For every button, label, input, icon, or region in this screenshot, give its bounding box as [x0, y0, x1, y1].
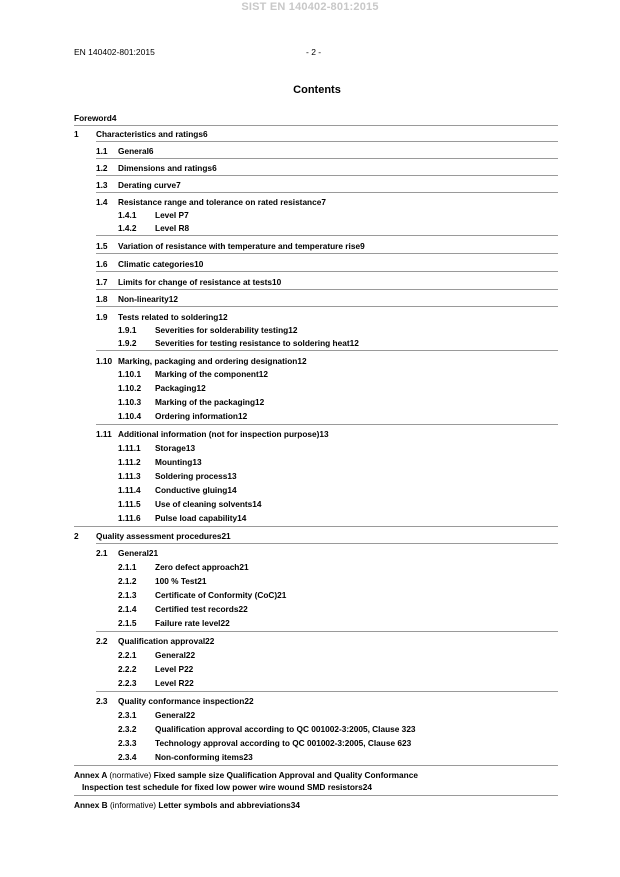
toc-label: Certificate of Conformity (CoC) — [155, 590, 278, 600]
toc-label: Marking of the packaging — [155, 397, 256, 407]
toc-label: Quality assessment procedures — [96, 531, 222, 541]
toc-label: Zero defect approach — [155, 562, 240, 572]
toc-page: 13 — [319, 429, 329, 439]
toc-label: Marking, packaging and ordering designation — [118, 356, 298, 366]
toc-label: Non-linearity — [118, 294, 169, 304]
toc-number: 1.4.1 — [118, 210, 137, 220]
toc-label: General — [118, 146, 149, 156]
toc-page: 12 — [297, 356, 307, 366]
toc-page: 22 — [238, 604, 248, 614]
toc-label: Failure rate level — [155, 618, 221, 628]
toc-number: 1.11 — [96, 429, 112, 439]
divider — [74, 125, 558, 126]
toc-label: General — [118, 548, 149, 558]
toc-label: Resistance range and tolerance on rated resistance — [118, 197, 322, 207]
toc-page: 12 — [258, 369, 268, 379]
toc-page: 23 — [402, 738, 412, 748]
toc-number: 2.1.2 — [118, 576, 137, 586]
toc-label: Technology approval according to QC 001002-3:2005, Clause 6 — [155, 738, 402, 748]
page-number: - 2 - — [306, 47, 322, 57]
toc-label: Level P — [155, 664, 185, 674]
divider — [96, 306, 558, 307]
toc-label: Non-conforming items — [155, 752, 244, 762]
toc-page: 22 — [220, 618, 230, 628]
toc-number: 1.9.1 — [118, 325, 137, 335]
toc-label: Letter symbols and abbreviations — [158, 800, 291, 810]
toc-page: 21 — [197, 576, 207, 586]
toc-label: Foreword — [74, 113, 112, 123]
toc-page: 12 — [196, 383, 206, 393]
toc-page: 12 — [218, 312, 228, 322]
toc-number: 1.10 — [96, 356, 113, 366]
toc-label: Variation of resistance with temperature and temperature rise — [118, 241, 361, 251]
toc-number: 1.10.3 — [118, 397, 142, 407]
toc-label: Additional information (not for inspection purpose) — [118, 429, 320, 439]
toc-page: 12 — [349, 338, 359, 348]
toc-page: 24 — [362, 782, 372, 792]
toc-page: 12 — [168, 294, 178, 304]
annex-kind: (normative) — [109, 770, 152, 780]
toc-page: 22 — [184, 664, 194, 674]
toc-label: Derating curve — [118, 180, 177, 190]
toc-entry-annex-a[interactable] — [74, 769, 418, 781]
toc-label: Level R — [155, 678, 185, 688]
toc-label: 100 % Test — [155, 576, 198, 586]
toc-page: 21 — [221, 531, 231, 541]
toc-label: General — [155, 650, 186, 660]
divider — [96, 631, 558, 632]
toc-number: 2.3.4 — [118, 752, 137, 762]
divider — [96, 158, 558, 159]
toc-label: Level P — [155, 210, 185, 220]
divider — [96, 141, 558, 142]
toc-label: Dimensions and ratings — [118, 163, 213, 173]
toc-page: 22 — [244, 696, 254, 706]
divider — [96, 175, 558, 176]
toc-label: Soldering process — [155, 471, 228, 481]
toc-number: 1.9 — [96, 312, 108, 322]
toc-label: Ordering information — [155, 411, 238, 421]
toc-page: 14 — [227, 485, 237, 495]
toc-number: 1.2 — [96, 163, 108, 173]
toc-label: Fixed sample size Qualification Approval and Quality Conformance — [153, 770, 418, 780]
toc-page: 23 — [243, 752, 253, 762]
document-id: EN 140402-801:2015 — [74, 47, 155, 57]
toc-number: 1.6 — [96, 259, 108, 269]
toc-label: Pulse load capability — [155, 513, 238, 523]
toc-page: 21 — [239, 562, 249, 572]
toc-label: Quality conformance inspection — [118, 696, 245, 706]
toc-number: 2.3 — [96, 696, 108, 706]
toc-number: 1.10.1 — [118, 369, 142, 379]
toc-number: 2.1 — [96, 548, 108, 558]
toc-number: 1.4.2 — [118, 223, 137, 233]
toc-page: 22 — [205, 636, 215, 646]
toc-number: 1.9.2 — [118, 338, 137, 348]
toc-number: 2.3.2 — [118, 724, 137, 734]
toc-page: 21 — [148, 548, 159, 558]
toc-number: 2.3.1 — [118, 710, 137, 720]
toc-label: Tests related to soldering — [118, 312, 219, 322]
toc-number: 1.4 — [96, 197, 108, 207]
toc-page: 22 — [184, 678, 194, 688]
divider — [96, 543, 558, 544]
toc-number: 1.5 — [96, 241, 108, 251]
toc-label: Use of cleaning solvents — [155, 499, 253, 509]
toc-number: 1.11.4 — [118, 485, 141, 495]
toc-page: 34 — [290, 800, 300, 810]
annex-prefix: Annex A — [74, 770, 108, 780]
toc-label: General — [155, 710, 186, 720]
contents-title: Contents — [293, 84, 341, 96]
toc-page: 22 — [185, 650, 196, 660]
toc-number: 1.8 — [96, 294, 108, 304]
toc-page: 6 — [212, 163, 217, 173]
divider — [74, 765, 558, 766]
toc-number: 1 — [74, 129, 79, 139]
divider — [96, 691, 558, 692]
toc-number: 2 — [74, 531, 79, 541]
toc-label: Inspection test schedule for fixed low power wire wound SMD resistors — [82, 782, 363, 792]
toc-number: 1.10.2 — [118, 383, 142, 393]
toc-number: 2.1.3 — [118, 590, 137, 600]
annex-kind: (informative) — [109, 800, 157, 810]
divider — [96, 192, 558, 193]
toc-label: Level R — [155, 223, 185, 233]
divider — [96, 289, 558, 290]
toc-label: Limits for change of resistance at tests — [118, 277, 272, 287]
toc-label: Conductive gluing — [155, 485, 228, 495]
toc-page: 21 — [277, 590, 287, 600]
toc-page: 4 — [111, 113, 117, 123]
divider — [96, 253, 558, 254]
toc-number: 1.11.5 — [118, 499, 141, 509]
divider — [96, 271, 558, 272]
toc-page: 22 — [185, 710, 196, 720]
toc-label: Qualification approval — [118, 636, 206, 646]
divider — [96, 424, 558, 425]
toc-page: 6 — [202, 129, 208, 139]
toc-label: Packaging — [155, 383, 197, 393]
toc-page: 10 — [194, 259, 204, 269]
divider — [96, 350, 558, 351]
toc-label: Marking of the component — [155, 369, 259, 379]
toc-number: 2.3.3 — [118, 738, 137, 748]
toc-page: 7 — [184, 210, 189, 220]
toc-number: 1.11.1 — [118, 443, 141, 453]
toc-page: 14 — [237, 513, 247, 523]
watermark: SIST EN 140402-801:2015 — [241, 1, 379, 13]
toc-label: Climatic categories — [118, 259, 195, 269]
toc-label: Severities for solderability testing — [155, 325, 289, 335]
toc-number: 1.11.2 — [118, 457, 141, 467]
toc-page: 12 — [255, 397, 265, 407]
toc-page: 8 — [184, 223, 190, 233]
toc-page: 13 — [227, 471, 237, 481]
toc-page: 6 — [148, 146, 154, 156]
toc-label: Storage — [155, 443, 186, 453]
toc-number: 1.11.3 — [118, 471, 141, 481]
toc-page: 13 — [185, 443, 196, 453]
toc-label: Characteristics and ratings — [96, 129, 203, 139]
toc-page: 7 — [321, 197, 326, 207]
toc-label: Qualification approval according to QC 001002-3:2005, Clause 3 — [155, 724, 407, 734]
toc-number: 1.7 — [96, 277, 108, 287]
toc-page: 23 — [406, 724, 416, 734]
divider — [74, 795, 558, 796]
toc-label: Certified test records — [155, 604, 239, 614]
toc-label: Mounting — [155, 457, 193, 467]
toc-number: 2.2.2 — [118, 664, 137, 674]
divider — [74, 526, 558, 527]
toc-number: 2.1.4 — [118, 604, 137, 614]
toc-number: 1.11.6 — [118, 513, 141, 523]
toc-page: 12 — [237, 411, 248, 421]
toc-number: 2.1.1 — [118, 562, 137, 572]
toc-page: 13 — [192, 457, 202, 467]
toc-number: 1.1 — [96, 146, 108, 156]
toc-page: 7 — [176, 180, 181, 190]
toc-label: Severities for testing resistance to soldering heat — [155, 338, 350, 348]
toc-page: 10 — [272, 277, 282, 287]
toc-number: 1.3 — [96, 180, 108, 190]
divider — [96, 235, 558, 236]
toc-page: 9 — [360, 241, 365, 251]
toc-number: 2.2.1 — [118, 650, 137, 660]
toc-page: 12 — [288, 325, 298, 335]
toc-page: 14 — [252, 499, 262, 509]
toc-label-group — [74, 799, 291, 811]
toc-number: 2.1.5 — [118, 618, 137, 628]
toc-number: 1.10.4 — [118, 411, 142, 421]
toc-number: 2.2 — [96, 636, 108, 646]
annex-prefix: Annex B — [74, 800, 108, 810]
toc-number: 2.2.3 — [118, 678, 137, 688]
